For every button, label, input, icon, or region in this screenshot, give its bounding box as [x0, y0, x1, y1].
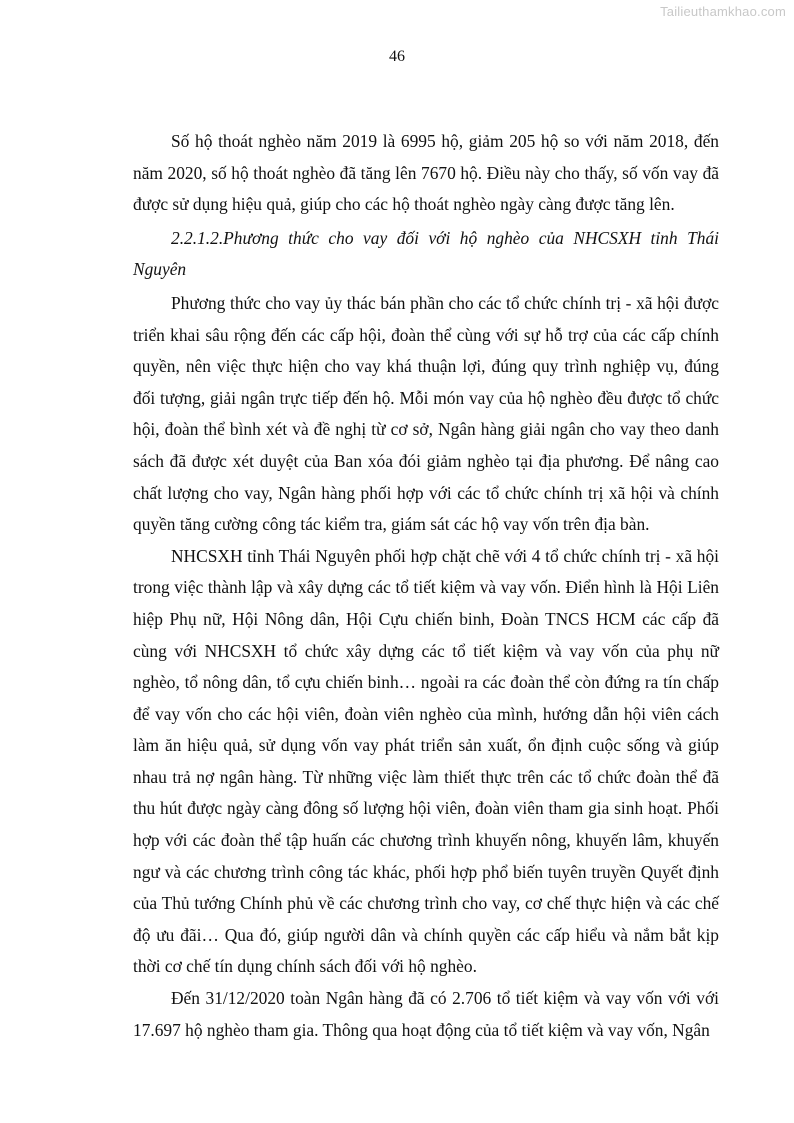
paragraph-lending-method: Phương thức cho vay ủy thác bán phần cho các tổ chức chính trị - xã hội được triển khai sâu rộng đến các cấp hội, đoàn thể cùng với sự hỗ trợ của các cấp chính quyền, nên việc thực hiện cho vay khá thuận lợi, đúng quy trình nghiệp vụ, đúng đối tượng, giải ngân trực tiếp đến hộ. Mỗi món vay của hộ nghèo đều được tổ chức hội, đoàn thể bình xét và đề nghị từ cơ sở, Ngân hàng giải ngân cho vay theo danh sách đã được xét duyệt của Ban xóa đói giảm nghèo tại địa phương. Để nâng cao chất lượng cho vay, Ngân hàng phối hợp với các tổ chức chính trị xã hội và chính quyền tăng cường công tác kiểm tra, giám sát các hộ vay vốn trên địa bàn. — [133, 292, 719, 535]
watermark: Tailieuthamkhao.com — [660, 4, 786, 19]
page-number: 46 — [389, 48, 405, 65]
paragraph-groups-2020: Đến 31/12/2020 toàn Ngân hàng đã có 2.706 tổ tiết kiệm và vay vốn với với 17.697 hộ nghèo tham gia. Thông qua hoạt động của tổ tiết kiệm và vay vốn, Ngân — [133, 988, 719, 1040]
paragraph-poverty-stats: Số hộ thoát nghèo năm 2019 là 6995 hộ, giảm 205 hộ so với năm 2018, đến năm 2020, số hộ thoát nghèo đã tăng lên 7670 hộ. Điều này cho thấy, số vốn vay đã được sử dụng hiệu quả, giúp cho các hộ thoát nghèo ngày càng được tăng lên. — [133, 131, 719, 215]
section-heading: 2.2.1.2.Phương thức cho vay đối với hộ nghèo của NHCSXH tỉnh Thái Nguyên — [133, 227, 719, 280]
document-body — [133, 126, 719, 1046]
paragraph-cooperation: NHCSXH tỉnh Thái Nguyên phối hợp chặt chẽ với 4 tổ chức chính trị - xã hội trong việc thành lập và xây dựng các tổ tiết kiệm và vay vốn. Điển hình là Hội Liên hiệp Phụ nữ, Hội Nông dân, Hội Cựu chiến binh, Đoàn TNCS HCM các cấp đã cùng với NHCSXH tổ chức xây dựng các tổ tiết kiệm và vay vốn của phụ nữ nghèo, tổ nông dân, tổ cựu chiến binh… ngoài ra các đoàn thể còn đứng ra tín chấp để vay vốn cho các hội viên, đoàn viên nghèo của mình, hướng dẫn hội viên cách làm ăn hiệu quả, sử dụng vốn vay phát triển sản xuất, ổn định cuộc sống và giúp nhau trả nợ ngân hàng. Từ những việc làm thiết thực trên các tổ chức đoàn thể đã thu hút được ngày càng đông số lượng hội viên, đoàn viên tham gia sinh hoạt. Phối hợp với các đoàn thể tập huấn các chương trình khuyến nông, khuyến lâm, khuyến ngư và các chương trình công tác khác, phối hợp phổ biến tuyên truyền Quyết định của Thủ tướng Chính phủ về các chương trình cho vay, cơ chế thực hiện và các chế độ ưu đãi… Qua đó, giúp người dân và chính quyền các cấp hiểu và nắm bắt kịp thời cơ chế tín dụng chính sách đối với hộ nghèo. — [133, 545, 719, 977]
